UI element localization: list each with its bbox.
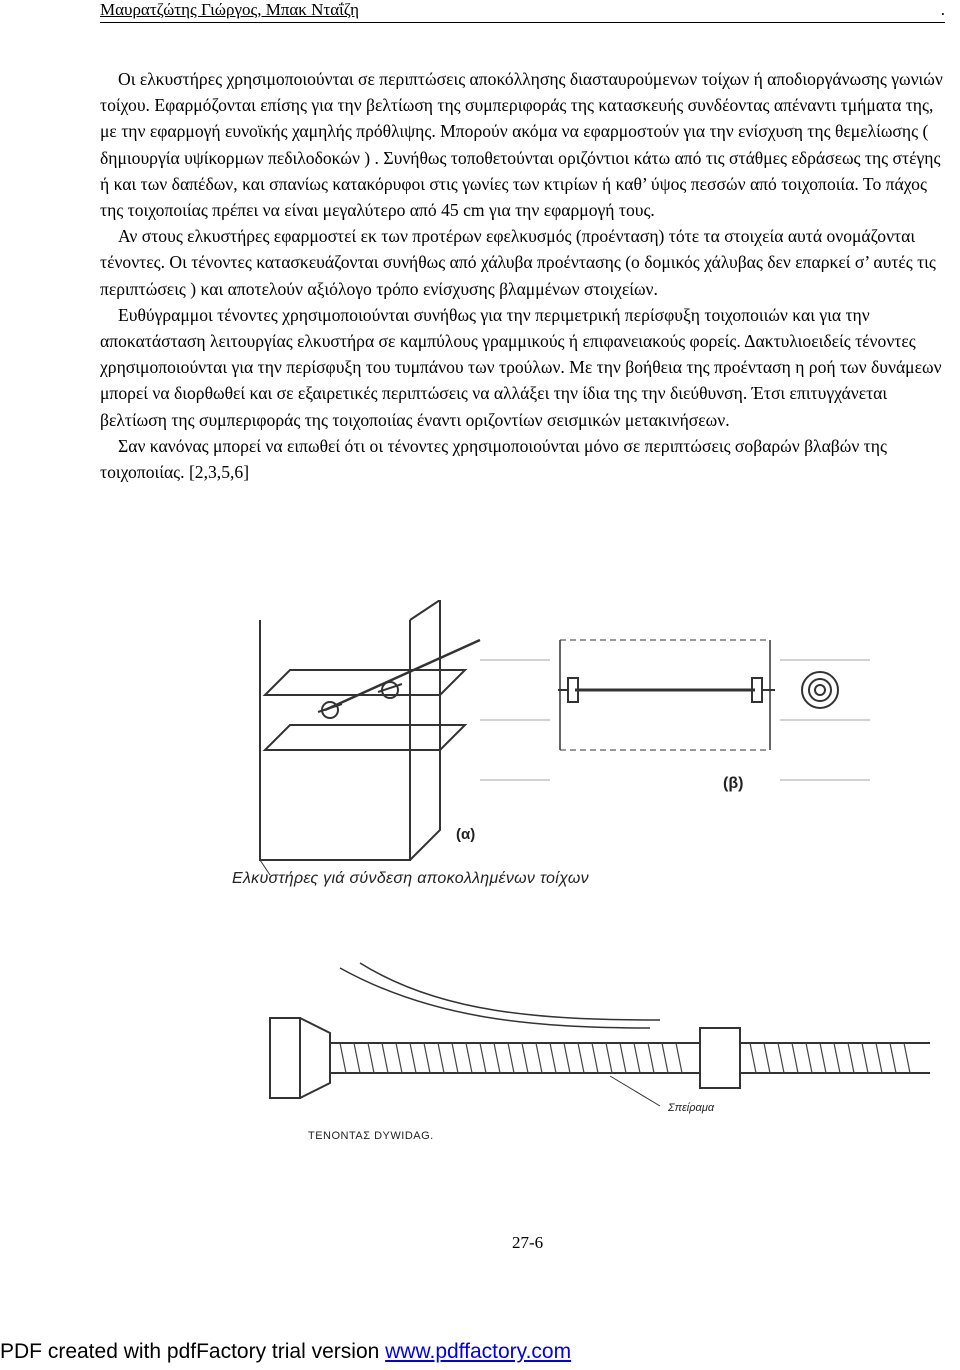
header-title: Μαυρατζώτης Γιώργος, Μπακ Νταΐζη <box>100 0 359 19</box>
pdf-footer <box>0 1340 571 1364</box>
body-text <box>100 66 952 485</box>
page-number: 27-6 <box>512 1233 544 1252</box>
tie-rod-figure <box>230 600 955 910</box>
footer-text: PDF created with pdfFactory trial version <box>0 1340 386 1363</box>
pdffactory-link[interactable]: www.pdffactory.com <box>385 1340 572 1363</box>
thread-label: Σπείραμα <box>668 1102 715 1114</box>
label-alpha: (α) <box>456 826 476 843</box>
dywidag-tendon-figure <box>230 958 955 1148</box>
paragraph-1: Οι ελκυστήρες χρησιμοποιούνται σε περιπτώσεις αποκόλλησης διασταυρούμενων τοίχων ή αποδιοργάνωσης γωνιών τοίχου. Εφαρμόζονται επίσης για την βελτίωση της συμπεριφοράς της κατασκευής συνδέοντας απέναντι τμήματα της, με την εφαρμογή ευνοϊκής χαμηλής πρόθλιψης. Μπορούν ακόμα να εφαρμοστούν για την ενίσχυση της θεμελίωσης ( δημιουργία υψίκορμων πεδιλοδοκών ) . Συνήθως τοποθετούνται οριζόντιοι κάτω από τις στάθμες εδράσεως της στέγης ή και των δαπέδων, και σπανίως κατακόρυφοι στις γωνίες των κτιρίων ή καθ’ ύψος πεσσών από τοιχοποιία. Το πάχος της τοιχοποιίας πρέπει να είναι μεγαλύτερο από 45 cm για την εφαρμογή τους. <box>100 69 943 221</box>
figure-b-caption: ΤΕΝΟΝΤΑΣ DYWIDAG. <box>308 1130 434 1142</box>
figure-a-caption: Ελκυστήρες γιά σύνδεση αποκολλημένων τοίχων <box>232 870 589 887</box>
paragraph-2: Αν στους ελκυστήρες εφαρμοστεί εκ των προτέρων εφελκυσμός (προένταση) τότε τα στοιχεία αυτά ονομάζονται τένοντες. Οι τένοντες κατασκευάζονται συνήθως από χάλυβα προέντασης (ο δομικός χάλυβας δεν επαρκεί σ’ αυτές τις περιπτώσεις ) και αποτελούν αξιόλογο τρόπο ενίσχυσης βλαμμένων στοιχείων. <box>100 226 936 299</box>
paragraph-3: Ευθύγραμμοι τένοντες χρησιμοποιούνται συνήθως για την περιμετρική περίσφυξη τοιχοποιιών και για την αποκατάσταση λειτουργίας ελκυστήρα σε καμπύλους γραμμικούς ή επιφανειακούς φορείς. Δακτυλιοειδείς τένοντες χρησιμοποιούνται για την περίσφυξη του τυμπάνου των τρούλων. Με την βοήθεια της προένταση η ροή των δυνάμεων μπορεί να διορθωθεί και σε εξαιρετικές περιπτώσεις να αλλάξει την ίδια της την διεύθυνση. Έτσι επιτυγχάνεται βελτίωση της συμπεριφοράς της τοιχοποιίας έναντι οριζοντίων σεισμικών μετακινήσεων. <box>100 304 942 430</box>
page-header <box>100 0 945 23</box>
header-trailing: . <box>940 0 945 19</box>
paragraph-4: Σαν κανόνας μπορεί να ειπωθεί ότι οι τένοντες χρησιμοποιούνται μόνο σε περιπτώσεις σοβαρών βλαβών της τοιχοποιίας. [2,3,5,6] <box>100 435 887 483</box>
label-beta: (β) <box>723 775 744 792</box>
